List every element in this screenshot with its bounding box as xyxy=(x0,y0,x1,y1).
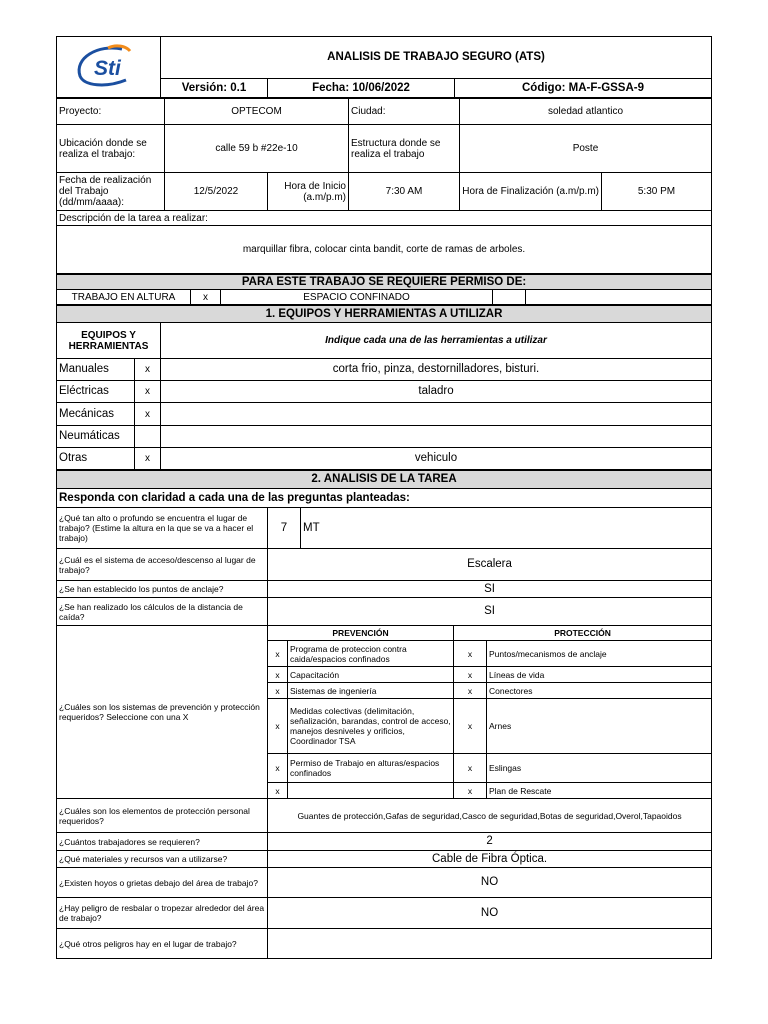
project-value: OPTECOM xyxy=(165,99,349,125)
prevention-mark: x xyxy=(268,699,288,754)
city-label: Ciudad: xyxy=(349,99,460,125)
answer-access: Escalera xyxy=(268,549,712,581)
question-systems: ¿Cuáles son los sistemas de prevención y protección requeridos? Seleccione con una X xyxy=(57,626,268,799)
confined-permit-label: ESPACIO CONFINADO xyxy=(221,290,493,305)
protection-item: Conectores xyxy=(487,683,712,699)
prevention-item: Capacitación xyxy=(288,667,454,683)
header-table xyxy=(56,36,712,98)
prevention-item: Medidas colectivas (delimitación, señalización, barandas, control de acceso, manejos desniveles y orificios, Coordinador TSA xyxy=(288,699,454,754)
answer-anchor: SI xyxy=(268,581,712,598)
ats-form xyxy=(56,36,711,959)
answer-other-hazards xyxy=(268,929,712,959)
logo-text: Sti xyxy=(93,56,121,80)
protection-item: Arnes xyxy=(487,699,712,754)
question-holes: ¿Existen hoyos o grietas debajo del área de trabajo? xyxy=(57,868,268,898)
protection-item: Puntos/mecanismos de anclaje xyxy=(487,641,712,667)
protection-item: Líneas de vida xyxy=(487,667,712,683)
protection-mark: x xyxy=(454,641,487,667)
location-label: Ubicación donde se realiza el trabajo: xyxy=(57,125,165,173)
answer-materials: Cable de Fibra Óptica. xyxy=(268,851,712,868)
equipment-table xyxy=(56,305,712,470)
question-slip: ¿Hay peligro de resbalar o tropezar alrededor del área de trabajo? xyxy=(57,898,268,929)
answer-holes: NO xyxy=(268,868,712,898)
equipment-mark-mechanic: x xyxy=(135,403,161,426)
structure-label: Estructura donde se realiza el trabajo xyxy=(349,125,460,173)
date-value: 12/5/2022 xyxy=(165,173,268,211)
answer-height-unit: MT xyxy=(301,508,712,549)
equipment-value-electric: taladro xyxy=(161,381,712,403)
answer-fall-distance: SI xyxy=(268,598,712,626)
form-title: ANALISIS DE TRABAJO SEGURO (ATS) xyxy=(161,37,712,79)
equipment-value-pneumatic xyxy=(161,426,712,448)
height-permit-mark: x xyxy=(191,290,221,305)
prevention-header: PREVENCIÓN xyxy=(268,626,454,641)
equipment-value-mechanic xyxy=(161,403,712,426)
equipment-heading: 1. EQUIPOS Y HERRAMIENTAS A UTILIZAR xyxy=(57,306,712,323)
equipment-mark-manual: x xyxy=(135,359,161,381)
permit-blank xyxy=(526,290,712,305)
description-label: Descripción de la tarea a realizar: xyxy=(57,211,712,226)
permit-heading: PARA ESTE TRABAJO SE REQUIERE PERMISO DE: xyxy=(57,275,712,290)
location-value: calle 59 b #22e-10 xyxy=(165,125,349,173)
equipment-mark-other: x xyxy=(135,448,161,470)
prevention-item xyxy=(288,783,454,799)
answer-workers: 2 xyxy=(268,833,712,851)
prevention-mark: x xyxy=(268,754,288,783)
equipment-label-mechanic: Mecánicas xyxy=(57,403,135,426)
version-text: Versión: 0.1 xyxy=(161,79,268,98)
equipment-mark-pneumatic xyxy=(135,426,161,448)
answer-ppe: Guantes de protección,Gafas de seguridad,Casco de seguridad,Botas de seguridad,Overol,Tapaoidos xyxy=(268,799,712,833)
protection-mark: x xyxy=(454,783,487,799)
question-ppe: ¿Cuáles son los elementos de protección personal requeridos? xyxy=(57,799,268,833)
protection-mark: x xyxy=(454,683,487,699)
prevention-item: Permiso de Trabajo en alturas/espacios confinados xyxy=(288,754,454,783)
code-text: Código: MA-F-GSSA-9 xyxy=(455,79,712,98)
permit-table xyxy=(56,274,712,305)
protection-item: Plan de Rescate xyxy=(487,783,712,799)
prevention-item: Sistemas de ingeniería xyxy=(288,683,454,699)
question-other-hazards: ¿Qué otros peligros hay en el lugar de trabajo? xyxy=(57,929,268,959)
prevention-mark: x xyxy=(268,667,288,683)
prevention-item: Programa de proteccion contra caida/espacios confinados xyxy=(288,641,454,667)
question-workers: ¿Cuántos trabajadores se requieren? xyxy=(57,833,268,851)
equipment-label-electric: Eléctricas xyxy=(57,381,135,403)
tools-col-header: Indique cada una de las herramientas a utilizar xyxy=(161,323,712,359)
question-anchor: ¿Se han establecido los puntos de anclaje? xyxy=(57,581,268,598)
equipment-label-other: Otras xyxy=(57,448,135,470)
date-text: Fecha: 10/06/2022 xyxy=(268,79,455,98)
equipment-value-manual: corta frio, pinza, destornilladores, bisturi. xyxy=(161,359,712,381)
analysis-table xyxy=(56,470,712,959)
start-value: 7:30 AM xyxy=(349,173,460,211)
protection-item: Eslingas xyxy=(487,754,712,783)
start-label: Hora de Inicio (a.m/p.m) xyxy=(268,173,349,211)
prevention-mark: x xyxy=(268,683,288,699)
info-table xyxy=(56,98,712,274)
end-label: Hora de Finalización (a.m/p.m) xyxy=(460,173,602,211)
date-label: Fecha de realización del Trabajo (dd/mm/aaaa): xyxy=(57,173,165,211)
answer-slip: NO xyxy=(268,898,712,929)
protection-mark: x xyxy=(454,667,487,683)
equipment-label-pneumatic: Neumáticas xyxy=(57,426,135,448)
analysis-intro: Responda con claridad a cada una de las preguntas planteadas: xyxy=(57,489,712,508)
equipment-mark-electric: x xyxy=(135,381,161,403)
end-value: 5:30 PM xyxy=(602,173,712,211)
structure-value: Poste xyxy=(460,125,712,173)
project-label: Proyecto: xyxy=(57,99,165,125)
description-value: marquillar fibra, colocar cinta bandit, corte de ramas de arboles. xyxy=(57,226,712,274)
answer-height-number: 7 xyxy=(268,508,301,549)
equipment-value-other: vehiculo xyxy=(161,448,712,470)
confined-permit-mark xyxy=(493,290,526,305)
sti-logo-icon xyxy=(68,42,150,90)
protection-mark: x xyxy=(454,699,487,754)
question-fall-distance: ¿Se han realizado los cálculos de la distancia de caída? xyxy=(57,598,268,626)
height-permit-label: TRABAJO EN ALTURA xyxy=(57,290,191,305)
prevention-mark: x xyxy=(268,783,288,799)
equipment-label-manual: Manuales xyxy=(57,359,135,381)
equipment-col-header: EQUIPOS Y HERRAMIENTAS xyxy=(57,323,161,359)
question-access: ¿Cuál es el sistema de acceso/descenso al lugar de trabajo? xyxy=(57,549,268,581)
city-value: soledad atlantico xyxy=(460,99,712,125)
protection-header: PROTECCIÓN xyxy=(454,626,712,641)
analysis-heading: 2. ANALISIS DE LA TAREA xyxy=(57,471,712,489)
question-materials: ¿Qué materiales y recursos van a utilizarse? xyxy=(57,851,268,868)
question-height: ¿Qué tan alto o profundo se encuentra el lugar de trabajo? (Estime la altura en la que se va a hacer el trabajo) xyxy=(57,508,268,549)
prevention-mark: x xyxy=(268,641,288,667)
protection-mark: x xyxy=(454,754,487,783)
company-logo xyxy=(57,37,161,98)
